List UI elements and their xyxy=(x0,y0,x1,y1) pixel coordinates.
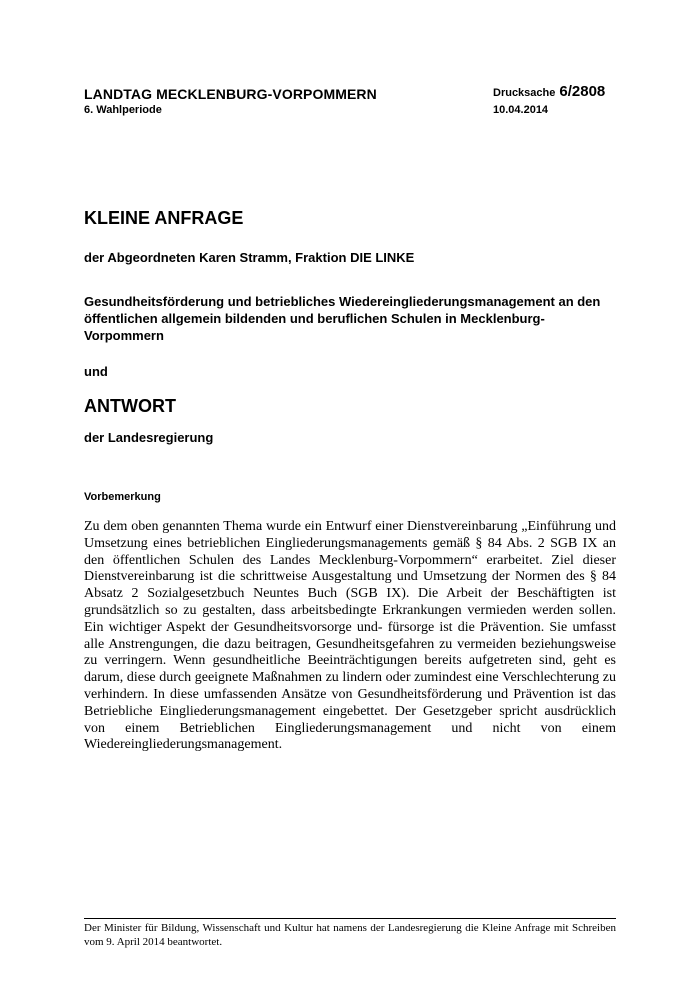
document-date: 10.04.2014 xyxy=(493,104,549,116)
footnote: Der Minister für Bildung, Wissenschaft und Kultur hat namens der Landesregierung die Kleine Anfrage mit Schreiben vom 9. April 2014 beantwortet. xyxy=(84,922,616,948)
legislative-period: 6. Wahlperiode xyxy=(84,104,162,116)
preliminary-text: Zu dem oben genannten Thema wurde ein Entwurf einer Dienstvereinbarung „Einführung und Umsetzung eines betrieblichen Eingliederungsmanagements gemäß § 84 Abs. 2 SGB IX an den öffentlichen Schulen des Landes Mecklenburg-Vorpommern“ erarbeitet. Ziel dieser Dienstvereinbarung ist die schrittweise Ausgestaltung und Umsetzung der Normen des § 84 Absatz 2 Sozialgesetzbuch Neuntes Buch (SGB IX). Die Arbeit der Beschäftigten ist grundsätzlich so zu gestalten, dass arbeitsbedingte Erkrankungen vermieden werden sollen. Ein wichtiger Aspekt der Gesundheitsvorsorge und- fürsorge ist die Prävention. Sie umfasst alle Anstrengungen, die dazu beitragen, Gesundheitsgefahren zu vermeiden beziehungsweise zu verringern. Wenn gesundheitliche Beeinträchtigungen bereits aufgetreten sind, geht es darum, diese durch geeignete Maßnahmen zu lindern oder zumindest eine Verschlechterung zu verhindern. In diese umfassenden Ansätze von Gesundheitsförderung und Prävention ist das Betriebliche Eingliederungsmanagement eingebettet. Der Gesetzgeber spricht ausdrücklich von einem Betrieblichen Eingliederungsmanagement und nicht von einem Wiedereingliederungsmanagement. xyxy=(84,519,616,753)
drucksache-number: 6/2808 xyxy=(559,83,606,100)
inquiry-title: KLEINE ANFRAGE xyxy=(84,208,244,228)
footnote-divider xyxy=(84,918,616,919)
inquiry-author: der Abgeordneten Karen Stramm, Fraktion DIE LINKE xyxy=(84,250,415,265)
answer-by: der Landesregierung xyxy=(84,430,214,445)
inquiry-topic: Gesundheitsförderung und betriebliches Wiedereingliederungsmanagement an den öffentlichen allgemein bildenden und beruflichen Schulen in Mecklenburg-Vorpommern xyxy=(84,294,601,343)
drucksache-label: Drucksache xyxy=(493,87,556,99)
answer-title: ANTWORT xyxy=(84,396,176,416)
preliminary-heading: Vorbemerkung xyxy=(84,491,161,503)
conjunction: und xyxy=(84,364,108,379)
parliament-name: LANDTAG MECKLENBURG-VORPOMMERN xyxy=(84,86,377,102)
drucksache-reference xyxy=(493,83,605,101)
